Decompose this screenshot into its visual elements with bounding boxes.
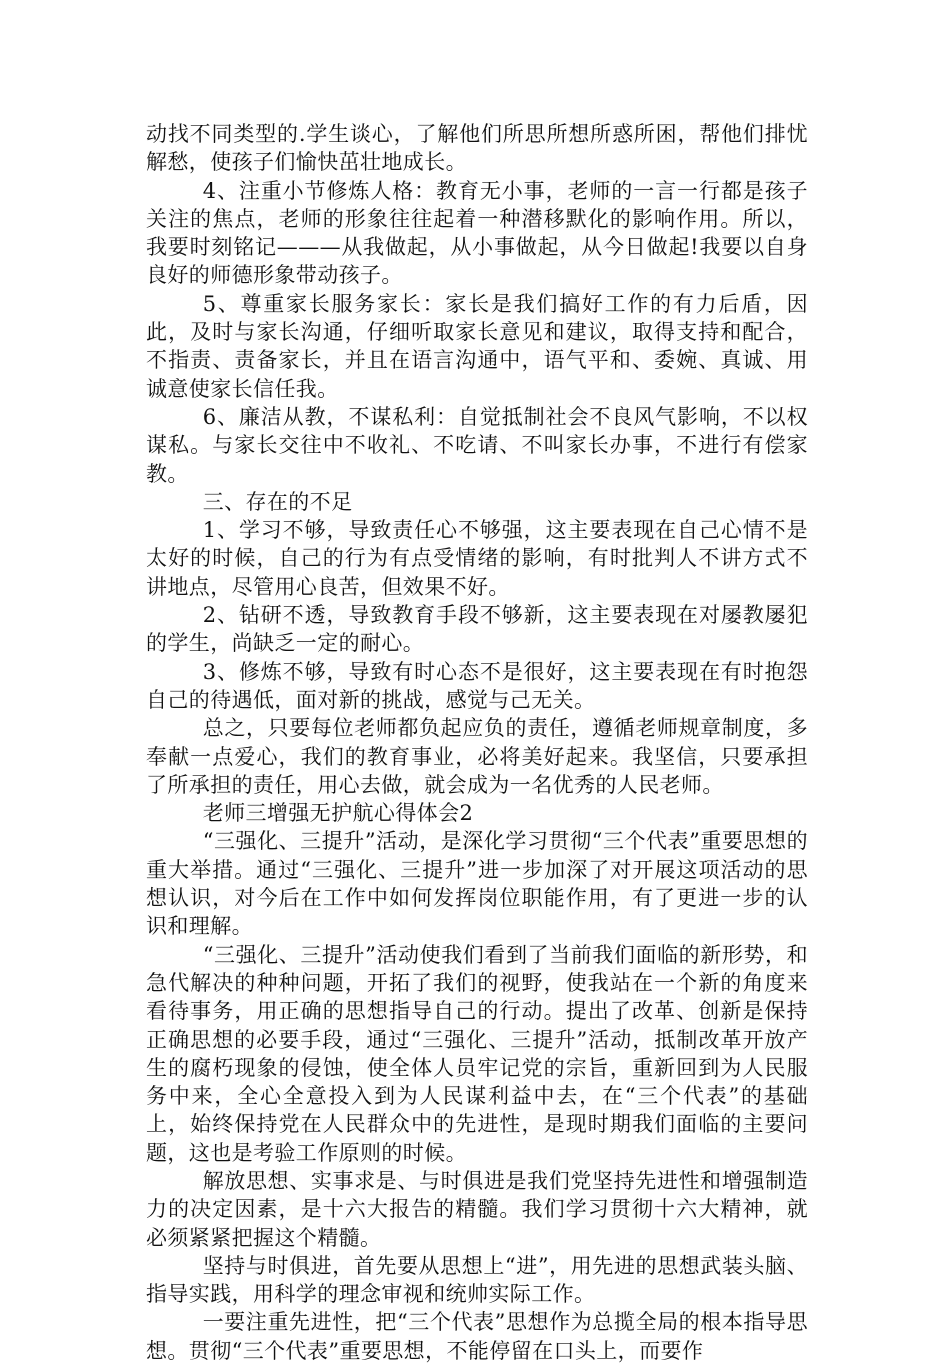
article-title: 老师三增强无护航心得体会2 xyxy=(202,801,474,826)
paragraph: 4、注重小节修炼人格：教育无小事，老师的一言一行都是孩子关注的焦点，老师的形象往往起着一种潜移默化的影响作用。所以，我要时刻铭记———从我做起，从小事做起，从今日做起!我要以自身良好的师德形象带动孩子。 xyxy=(146,178,808,288)
paragraph: 一要注重先进性，把“三个代表”思想作为总揽全局的根本指导思想。贯彻“三个代表”重要思想，不能停留在口头上，而要作 xyxy=(146,1310,808,1363)
paragraph: 2、钻研不透，导致教育手段不够新，这主要表现在对屡教屡犯的学生，尚缺乏一定的耐心。 xyxy=(146,603,808,656)
paragraph: 坚持与时俱进，首先要从思想上“进”，用先进的思想武装头脑、指导实践，用科学的理念审视和统帅实际工作。 xyxy=(146,1253,808,1307)
paragraph: 5、尊重家长服务家长：家长是我们搞好工作的有力后盾，因此，及时与家长沟通，仔细听取家长意见和建议，取得支持和配合，不指责、责备家长，并且在语言沟通中，语气平和、委婉、真诚、用诚意使家长信任我。 xyxy=(146,291,808,401)
paragraph: 3、修炼不够，导致有时心态不是很好，这主要表现在有时抱怨自己的待遇低，面对新的挑战，感觉与己无关。 xyxy=(146,659,808,712)
paragraph: 解放思想、实事求是、与时俱进是我们党坚持先进性和增强制造力的决定因素，是十六大报告的精髓。我们学习贯彻十六大精神，就必须紧紧把握这个精髓。 xyxy=(146,1168,808,1250)
paragraph: “三强化、三提升”活动使我们看到了当前我们面临的新形势，和急代解决的种种问题，开拓了我们的视野，使我站在一个新的角度来看待事务，用正确的思想指导自己的行动。提出了改革、创新是保持正确思想的必要手段，通过“三强化、三提升”活动，抵制改革开放产生的腐朽现象的侵蚀，使全体人员牢记党的宗旨，重新回到为人民服务中来，全心全意投入到为人民谋利益中去，在“三个代表”的基础上，始终保持党在人民群众中的先进性，是现时期我们面临的主要问题，这也是考验工作原则的时候。 xyxy=(146,942,808,1165)
paragraph: 总之，只要每位老师都负起应负的责任，遵循老师规章制度，多奉献一点爱心，我们的教育事业，必将美好起来。我坚信，只要承担了所承担的责任，用心去做，就会成为一名优秀的人民老师。 xyxy=(146,716,808,797)
section-heading: 三、存在的不足 xyxy=(202,489,353,514)
paragraph: 1、学习不够，导致责任心不够强，这主要表现在自己心情不是太好的时候，自己的行为有点受情绪的影响，有时批判人不讲方式不讲地点，尽管用心良苦，但效果不好。 xyxy=(146,518,808,599)
paragraph: 动找不同类型的.学生谈心，了解他们所思所想所惑所困，帮他们排忧解愁，使孩子们愉快茁壮地成长。 xyxy=(146,122,808,175)
paragraph: 6、廉洁从教，不谋私利：自觉抵制社会不良风气影响，不以权谋私。与家长交往中不收礼、不吃请、不叫家长办事，不进行有偿家教。 xyxy=(146,404,808,486)
paragraph: “三强化、三提升”活动，是深化学习贯彻“三个代表”重要思想的重大举措。通过“三强化、三提升”进一步加深了对开展这项活动的思想认识，对今后在工作中如何发挥岗位职能作用，有了更进一步的认识和理解。 xyxy=(146,829,808,939)
document-body xyxy=(146,120,808,1365)
